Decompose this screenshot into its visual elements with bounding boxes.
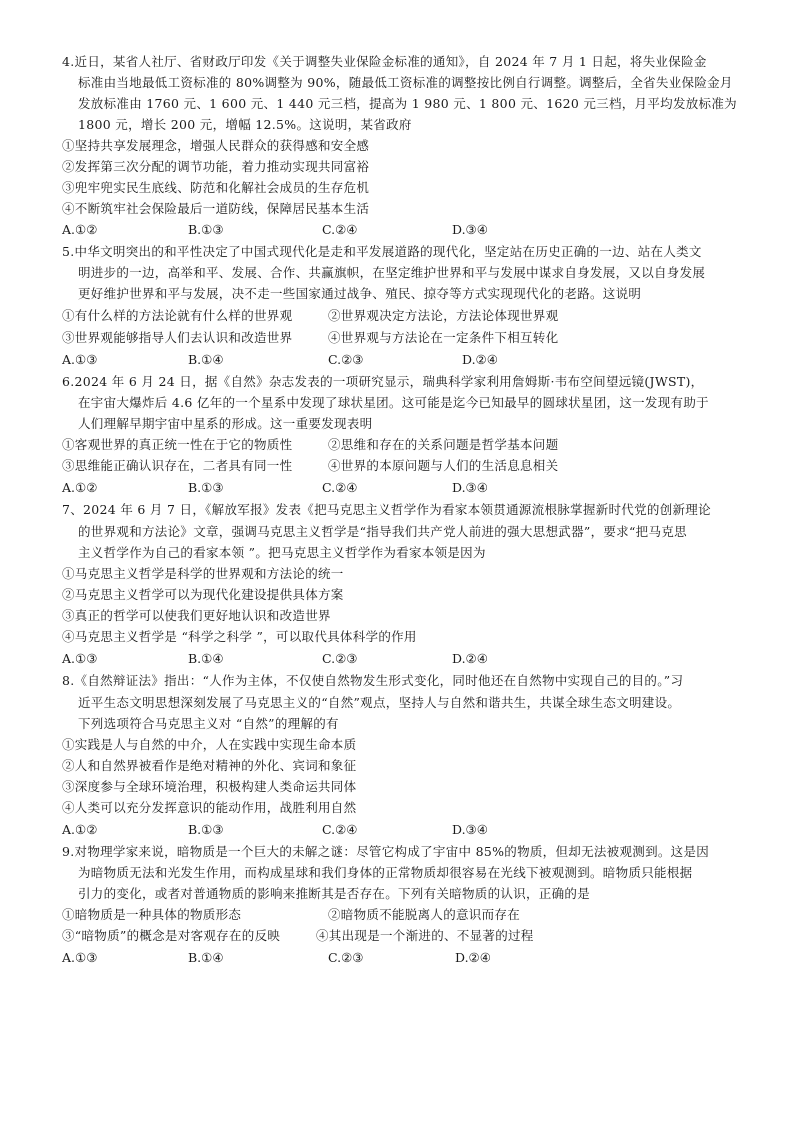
question-5-statement-2: ②世界观决定方法论，方法论体现世界观: [328, 308, 559, 323]
question-5-option-b: B.①④: [188, 352, 224, 367]
question-8-statement-4: ④人类可以充分发挥意识的能动作用，战胜利用自然: [62, 800, 357, 815]
question-7-stem-line-2: 的世界观和方法论》文章，强调马克思主义哲学是“指导我们共产党人前进的强大思想武器”，要求“把马克思: [78, 524, 687, 539]
question-7-option-d: D.②④: [452, 651, 488, 666]
question-8-stem-line-1: 8.《自然辩证法》指出：“人作为主体，不仅使自然物发生形式变化，同时他还在自然物中实现自己的目的。”习: [62, 673, 684, 688]
question-4-option-c: C.②④: [322, 222, 358, 237]
question-8-option-a: A.①②: [62, 822, 98, 837]
question-6-statement-2: ②思维和存在的关系问题是哲学基本问题: [328, 437, 559, 452]
question-5-statement-1: ①有什么样的方法论就有什么样的世界观: [62, 308, 293, 323]
question-7-statement-4: ④马克思主义哲学是 “科学之科学 ”，可以取代具体科学的作用: [62, 629, 417, 644]
question-6-statement-1: ①客观世界的真正统一性在于它的物质性: [62, 437, 293, 452]
question-7-statement-2: ②马克思主义哲学可以为现代化建设提供具体方案: [62, 587, 344, 602]
question-6-option-b: B.①③: [188, 480, 224, 495]
question-5-stem-line-3: 更好维护世界和平与发展，决不走一些国家通过战争、殖民、掠夺等方式实现现代化的老路。这说明: [78, 286, 642, 301]
question-4-stem-line-4: 1800 元，增长 200 元，增幅 12.5%。这说明，某省政府: [78, 117, 412, 132]
question-9-stem-line-1: 9.对物理学家来说，暗物质是一个巨大的未解之谜：尽管它构成了宇宙中 85%的物质，但却无法被观测到。这是因: [62, 844, 710, 859]
question-6-option-a: A.①②: [62, 480, 98, 495]
question-4-statement-1: ①坚持共享发展理念，增强人民群众的获得感和安全感: [62, 138, 370, 153]
question-4-option-a: A.①②: [62, 222, 98, 237]
question-5-option-d: D.②④: [462, 352, 498, 367]
question-9-option-d: D.②④: [455, 950, 491, 965]
question-9-option-b: B.①④: [188, 950, 224, 965]
question-9-option-a: A.①③: [62, 950, 98, 965]
question-5-stem-line-1: 5.中华文明突出的和平性决定了中国式现代化是走和平发展道路的现代化，坚定站在历史正确的一边、站在人类文: [62, 244, 702, 259]
question-7-statement-1: ①马克思主义哲学是科学的世界观和方法论的统一: [62, 566, 344, 581]
question-8-option-b: B.①③: [188, 822, 224, 837]
question-9-statement-2: ②暗物质不能脱离人的意识而存在: [328, 907, 521, 922]
question-4-statement-2: ②发挥第三次分配的调节功能，着力推动实现共同富裕: [62, 159, 370, 174]
question-9-stem-line-2: 为暗物质无法和光发生作用，而构成星球和我们身体的正常物质却很容易在光线下被观测到。暗物质只能根据: [78, 865, 693, 880]
question-4-stem-line-2: 标准由当地最低工资标准的 80%调整为 90%，随最低工资标准的调整按比例自行调整。调整后，全省失业保险金月: [78, 75, 733, 90]
question-4-stem-line-1: 4.近日，某省人社厅、省财政厅印发《关于调整失业保险金标准的通知》，自 2024 年 7 月 1 日起，将失业保险金: [62, 54, 707, 69]
question-4-option-d: D.③④: [452, 222, 488, 237]
question-6-stem-line-3: 人们理解早期宇宙中星系的形成。这一重要发现表明: [78, 416, 373, 431]
question-9-statement-3: ③“暗物质”的概念是对客观存在的反映: [62, 928, 281, 943]
question-6-statement-4: ④世界的本原问题与人们的生活息息相关: [328, 458, 559, 473]
question-7-statement-3: ③真正的哲学可以使我们更好地认识和改造世界: [62, 608, 331, 623]
question-6-statement-3: ③思维能正确认识存在，二者具有同一性: [62, 458, 293, 473]
question-8-stem-line-3: 下列选项符合马克思主义对 “自然”的理解的有: [78, 716, 339, 731]
question-6-stem-line-1: 6.2024 年 6 月 24 日，据《自然》杂志发表的一项研究显示，瑞典科学家利用詹姆斯·韦布空间望远镜(JWST)，: [62, 374, 704, 389]
question-7-stem-line-1: 7、2024 年 6 月 7 日，《解放军报》发表《把马克思主义哲学作为看家本领贯通源流根脉掌握新时代党的创新理论: [62, 502, 711, 517]
question-5-statement-3: ③世界观能够指导人们去认识和改造世界: [62, 330, 293, 345]
question-9-stem-line-3: 引力的变化，或者对普通物质的影响来推断其是否存在。下列有关暗物质的认识，正确的是: [78, 886, 591, 901]
question-5-option-c: C.②③: [328, 352, 364, 367]
question-7-option-b: B.①④: [188, 651, 224, 666]
question-4-stem-line-3: 发放标准由 1760 元、1 600 元、1 440 元三档，提高为 1 980 元、1 800 元、1620 元三档，月平均发放标准为: [78, 96, 737, 111]
question-9-statement-1: ①暗物质是一种具体的物质形态: [62, 907, 242, 922]
question-8-stem-line-2: 近平生态文明思想深刻发展了马克思主义的“自然”观点，坚持人与自然和谐共生，共谋全球生态文明建设。: [78, 695, 681, 710]
question-9-statement-4: ④其出现是一个渐进的、不显著的过程: [316, 928, 534, 943]
question-9-option-c: C.②③: [328, 950, 364, 965]
question-7-option-c: C.②③: [322, 651, 358, 666]
question-8-statement-3: ③深度参与全球环境治理，积极构建人类命运共同体: [62, 779, 357, 794]
question-6-stem-line-2: 在宇宙大爆炸后 4.6 亿年的一个星系中发现了球状星团。这可能是迄今已知最早的圆球状星团，这一发现有助于: [78, 395, 709, 410]
question-6-option-d: D.③④: [452, 480, 488, 495]
question-8-option-d: D.③④: [452, 822, 488, 837]
question-4-statement-4: ④不断筑牢社会保险最后一道防线，保障居民基本生活: [62, 201, 370, 216]
question-6-option-c: C.②④: [322, 480, 358, 495]
question-5-stem-line-2: 明进步的一边，高举和平、发展、合作、共赢旗帜，在坚定维护世界和平与发展中谋求自身发展，又以自身发展: [78, 265, 706, 280]
question-8-statement-2: ②人和自然界被看作是绝对精神的外化、宾词和象征: [62, 758, 357, 773]
question-5-statement-4: ④世界观与方法论在一定条件下相互转化: [328, 330, 559, 345]
question-5-option-a: A.①③: [62, 352, 98, 367]
question-4-option-b: B.①③: [188, 222, 224, 237]
question-8-option-c: C.②④: [322, 822, 358, 837]
question-8-statement-1: ①实践是人与自然的中介，人在实践中实现生命本质: [62, 737, 357, 752]
question-7-stem-line-3: 主义哲学作为自己的看家本领 ”。把马克思主义哲学作为看家本领是因为: [78, 545, 486, 560]
question-4-statement-3: ③兜牢兜实民生底线、防范和化解社会成员的生存危机: [62, 180, 370, 195]
question-7-option-a: A.①③: [62, 651, 98, 666]
